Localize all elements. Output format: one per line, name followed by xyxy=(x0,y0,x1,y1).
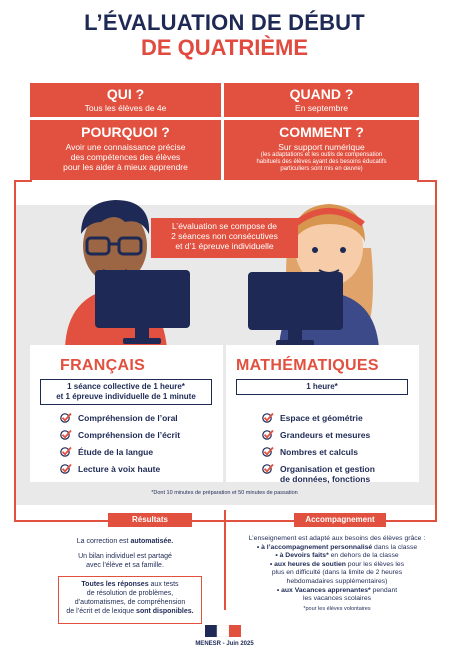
center-divider xyxy=(224,510,226,610)
maths-item-3: Nombres et calculs xyxy=(280,447,358,457)
list-item xyxy=(60,430,220,440)
francais-item-2: Compréhension de l’écrit xyxy=(78,430,181,440)
qui-text: Tous les élèves de 4e xyxy=(84,103,167,113)
computer-monitor-icon xyxy=(248,272,343,347)
composition-line-2: 2 séances non consécutives xyxy=(171,231,278,241)
resultats-box-line-2: de résolution de problèmes, xyxy=(86,590,174,597)
acc-line-2 xyxy=(228,544,446,553)
check-icon xyxy=(262,429,274,440)
resultats-box-line-4 xyxy=(59,607,201,616)
maths-item-1: Espace et géométrie xyxy=(280,413,363,423)
footer-credit: MENESR - Juin 2025 xyxy=(195,641,254,647)
resultats-p1 xyxy=(30,537,220,546)
list-item xyxy=(262,413,414,423)
check-icon xyxy=(262,463,274,474)
resultats-p1-bold: automatisée. xyxy=(130,538,174,545)
maths-box-line-1: 1 heure* xyxy=(306,382,338,391)
maths-card xyxy=(226,345,419,482)
francais-box-line-1: 1 séance collective de 1 heure* xyxy=(67,382,185,391)
list-item xyxy=(262,447,414,457)
check-icon xyxy=(60,412,72,423)
french-flag-logo xyxy=(205,625,243,637)
acc-line-5: plus en difficulté (dans la limite de 2 heures xyxy=(271,569,403,577)
acc-line-7-bold: • aux Vacances apprenantes* xyxy=(276,586,371,594)
francais-item-1: Compréhension de l’oral xyxy=(78,413,178,423)
check-icon xyxy=(262,412,274,423)
resultats-box-bold-end: sont disponibles. xyxy=(136,608,194,615)
acc-line-8: les vacances scolaires xyxy=(303,595,371,603)
maths-item-4: Organisation et gestion de données, fonctions xyxy=(280,464,375,484)
acc-note: *pour les élèves volontaires xyxy=(303,605,371,612)
pourquoi-line-3: pour les aider à mieux apprendre xyxy=(63,162,188,172)
composition-box xyxy=(151,218,298,258)
acc-line-7 xyxy=(228,587,446,596)
francais-title: FRANÇAIS xyxy=(60,357,146,374)
list-item xyxy=(262,430,414,440)
page-title: L’ÉVALUATION DE DÉBUT xyxy=(84,10,365,35)
list-item xyxy=(262,464,414,484)
pourquoi-line-2: des compétences des élèves xyxy=(70,152,181,162)
maths-title: MATHÉMATIQUES xyxy=(236,357,379,374)
resultats-box-line-1 xyxy=(59,580,201,589)
resultats-box-bold: Toutes les réponses xyxy=(81,581,149,588)
comment-note-1: (les adaptations et les outils de compensation xyxy=(260,152,383,158)
pourquoi-box xyxy=(30,120,221,180)
resultats-p2 xyxy=(30,552,220,570)
check-icon xyxy=(60,429,72,440)
resultats-tab: Résultats xyxy=(108,513,192,527)
acc-line-7-rest: pendant xyxy=(370,586,398,594)
resultats-box-rest: aux tests xyxy=(148,581,179,588)
acc-line-3-rest: en dehors de la classe xyxy=(328,552,399,560)
resultats-box-text: de l’écrit et de lexique xyxy=(66,608,137,615)
comment-heading: COMMENT ? xyxy=(279,124,364,140)
left-connector-top xyxy=(14,180,32,182)
computer-monitor-icon xyxy=(95,270,190,345)
francais-item-4: Lecture à voix haute xyxy=(78,464,161,474)
check-icon xyxy=(262,446,274,457)
francais-duration-box xyxy=(40,379,212,405)
acc-line-3-bold: • à Devoirs faits* xyxy=(275,552,329,560)
francais-card xyxy=(30,345,223,482)
acc-line-4 xyxy=(228,561,446,570)
right-connector xyxy=(435,180,437,520)
comment-box xyxy=(224,120,419,180)
francais-item-3: Étude de la langue xyxy=(78,447,154,457)
quand-box xyxy=(224,83,419,117)
pourquoi-line-1: Avoir une connaissance précise xyxy=(65,142,186,152)
acc-line-4-bold: • aux heures de soutien xyxy=(269,560,346,568)
maths-item-2: Grandeurs et mesures xyxy=(280,430,371,440)
acc-line-3 xyxy=(228,552,446,561)
accompagnement-text xyxy=(228,535,446,613)
resultats-p2-line-1: Un bilan individuel est partagé xyxy=(78,553,172,560)
resultats-p1-text: La correction est xyxy=(76,538,131,545)
comment-note-2: habituels des élèves ayant des besoins éducatifs xyxy=(256,159,387,165)
acc-line-2-rest: dans la classe xyxy=(372,543,418,551)
francais-box-line-2: et 1 épreuve individuelle de 1 minute xyxy=(56,392,196,401)
quand-text: En septembre xyxy=(295,103,348,113)
acc-line-1: L’enseignement est adapté aux besoins des élèves grâce : xyxy=(248,535,426,542)
composition-line-3: et d’1 épreuve individuelle xyxy=(175,241,274,251)
quand-heading: QUAND ? xyxy=(289,86,354,102)
comment-text: Sur support numérique xyxy=(278,142,365,152)
right-connector-top xyxy=(417,180,437,182)
resultats-box-line-3: d’automatismes, de compréhension xyxy=(74,599,186,606)
resultats-p2-line-2: avec l’élève et sa famille. xyxy=(86,562,164,569)
francais-list xyxy=(60,413,220,474)
list-item xyxy=(60,464,220,474)
acc-line-4-rest: pour les élèves les xyxy=(345,560,405,568)
qui-box xyxy=(30,83,221,117)
accompagnement-tab: Accompagnement xyxy=(294,513,386,527)
qui-heading: QUI ? xyxy=(106,86,145,102)
acc-line-2-bold: • à l’accompagnement personnalisé xyxy=(256,543,373,551)
pourquoi-heading: POURQUOI ? xyxy=(81,124,170,140)
comment-note-3: particuliers sont mis en œuvre) xyxy=(280,166,363,172)
composition-line-1: L’évaluation se compose de xyxy=(172,221,277,231)
acc-line-6: hebdomadaires supplémentaires) xyxy=(286,577,388,585)
list-item xyxy=(60,447,220,457)
footnote: *Dont 10 minutes de préparation et 50 minutes de passation xyxy=(151,490,298,496)
page-subtitle: DE QUATRIÈME xyxy=(140,35,309,60)
check-icon xyxy=(60,463,72,474)
maths-duration-box xyxy=(236,379,408,395)
resultats-box xyxy=(58,576,202,624)
check-icon xyxy=(60,446,72,457)
maths-list xyxy=(262,413,414,484)
list-item xyxy=(60,413,220,423)
